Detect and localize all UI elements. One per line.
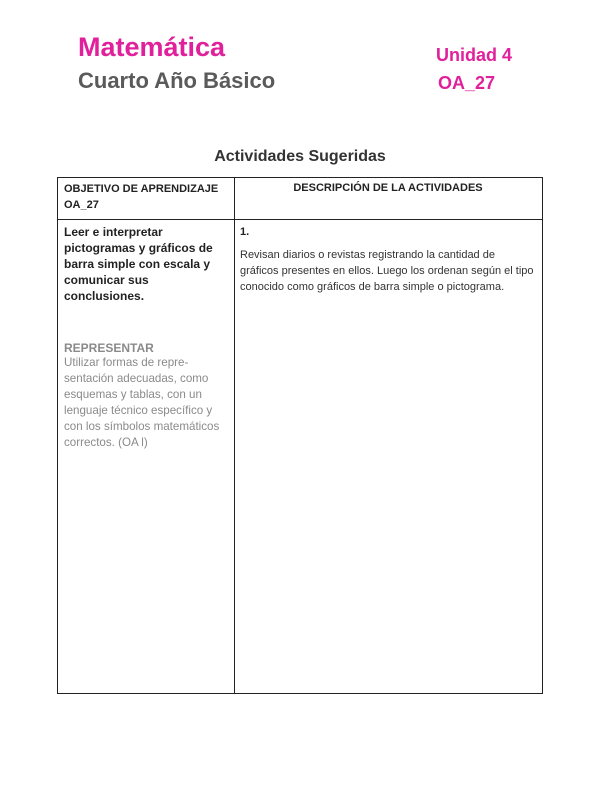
activities-table [57,177,543,694]
subject-title: Matemática [78,32,226,62]
activity-description: Revisan diarios o revistas registrando la cantidad de gráficos presentes en ellos. Luego los ordenan según el tipo conocido como gráficos de barra simple o pictograma. [240,249,534,293]
unit-label: Unidad 4 [436,45,513,65]
grade-title: Cuarto Año Básico [78,68,276,93]
column-divider [234,178,235,693]
objective-code-label: OA_27 [438,73,496,93]
description-column-header: DESCRIPCIÓN DE LA ACTIVIDADES [293,182,483,194]
skill-heading: REPRESENTAR [64,341,154,355]
learning-objective-text: Leer e interpretar pictogramas y gráficos de barra simple con escala y comunicar sus conclusiones. [64,225,213,303]
activity-number: 1. [240,226,250,238]
table-header-row [58,178,542,220]
skill-description: Utilizar formas de repre-sentación adecuadas, como esquemas y tablas, con un lenguaje técnico específico y con los símbolos matemáticos correctos. (OA l) [64,356,220,449]
objective-column-header: OBJETIVO DE APRENDIZAJE OA_27 [64,183,219,211]
section-title: Actividades Sugeridas [214,148,386,165]
